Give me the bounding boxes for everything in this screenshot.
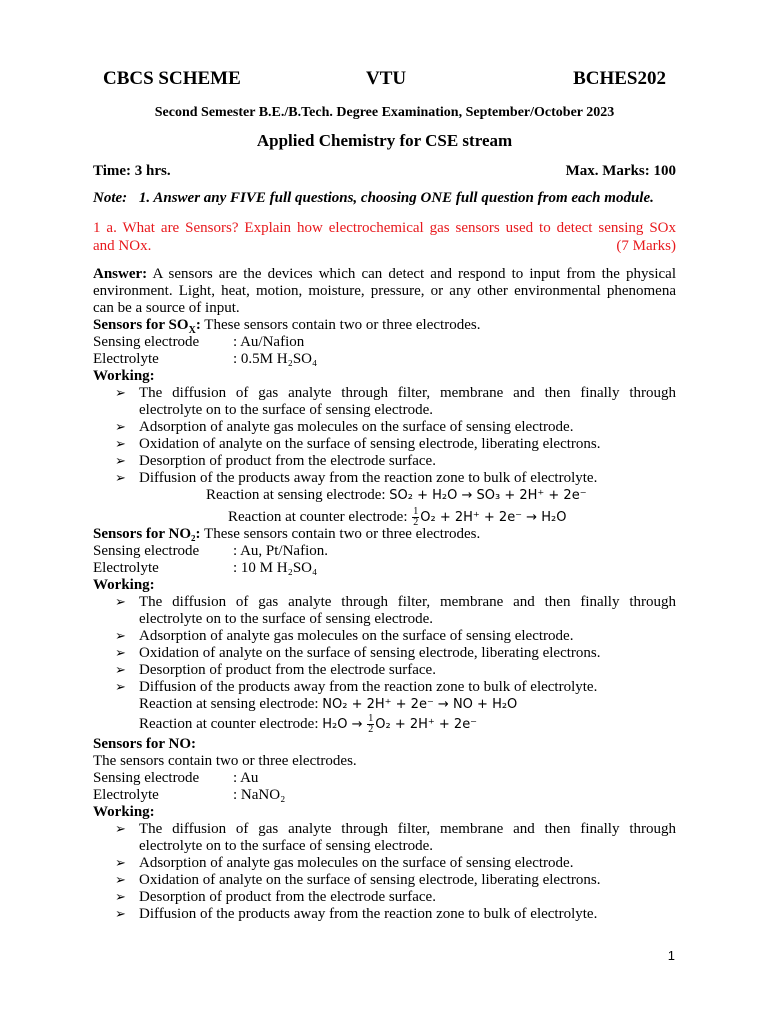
no-intro: The sensors contain two or three electrodes. [93, 753, 357, 769]
bullet-arrow-icon: ➢ [115, 856, 126, 871]
working-label: Working: [93, 368, 155, 384]
question-text: and NOx. [93, 238, 152, 254]
bullet-arrow-icon: ➢ [115, 386, 126, 401]
question-marks: (7 Marks) [616, 238, 676, 254]
no2-reaction-sensing: Reaction at sensing electrode: NO₂ + 2H⁺ + 2e⁻ → NO + H₂O [139, 696, 518, 712]
subject-title: Applied Chemistry for CSE stream [256, 131, 513, 150]
one-half-fraction: $\frac{1}{2}$ [413, 506, 419, 529]
no-sensing-electrode: Sensing electrode : Au [93, 770, 259, 786]
answer-line-3: can be a source of input. [93, 300, 240, 316]
subject-code: BCHES202 [573, 68, 666, 89]
bullet-arrow-icon: ➢ [115, 471, 126, 486]
exam-title: Second Semester B.E./B.Tech. Degree Examination, September/October 2023 [154, 105, 615, 120]
scheme-label: CBCS SCHEME [103, 68, 241, 89]
no2-sensing-electrode: Sensing electrode : Au, Pt/Nafion. [93, 543, 329, 559]
bullet-arrow-icon: ➢ [115, 629, 126, 644]
sox-reaction-counter: Reaction at counter electrode: $\frac{1}{2}$ O₂ + 2H⁺ + 2e⁻ → H₂O [228, 506, 567, 529]
no-heading: Sensors for NO: [93, 736, 197, 752]
page-number: 1 [667, 948, 675, 963]
bullet-arrow-icon: ➢ [115, 437, 126, 452]
time-marks-row [93, 163, 676, 180]
no2-heading: Sensors for NO₂: These sensors contain two or three electrodes. [93, 526, 481, 542]
one-half-fraction: $\frac{1}{2}$ [368, 713, 374, 736]
sox-heading: Sensors for $SO_X$: These sensors contain two or three electrodes. [93, 317, 481, 336]
max-marks-label: Max. Marks: 100 [565, 163, 676, 179]
exam-header [103, 68, 666, 96]
working-label: Working: [93, 577, 155, 593]
bullet-arrow-icon: ➢ [115, 595, 126, 610]
bullet-arrow-icon: ➢ [115, 646, 126, 661]
bullet-arrow-icon: ➢ [115, 680, 126, 695]
bullet-arrow-icon: ➢ [115, 890, 126, 905]
question-line-2 [93, 238, 676, 255]
university-label: VTU [366, 68, 407, 89]
bullet-arrow-icon: ➢ [115, 454, 126, 469]
question-line-1: 1 a. What are Sensors? Explain how electrochemical gas sensors used to detect sensing SOx [93, 220, 676, 236]
answer-label: Answer: [93, 266, 148, 282]
note-label: Note: [93, 190, 128, 206]
note-row [93, 190, 676, 207]
bullet-arrow-icon: ➢ [115, 822, 126, 837]
answer-line-1: Answer: A sensors are the devices which can detect and respond to input from the physical [93, 266, 676, 282]
sox-sensing-electrode: Sensing electrode : Au/Nafion [93, 334, 305, 350]
sox-reaction-sensing: Reaction at sensing electrode: SO₂ + H₂O → SO₃ + 2H⁺ + 2e⁻ [206, 487, 587, 503]
no-electrolyte: Electrolyte : NaNO₂ [93, 787, 286, 803]
bullet-arrow-icon: ➢ [115, 907, 126, 922]
note-text: 1. Answer any FIVE full questions, choosing ONE full question from each module. [138, 190, 654, 206]
sox-electrolyte: Electrolyte : 0.5M H₂SO₄ [93, 351, 318, 367]
answer-line-2: environment. Light, heat, motion, moisture, pressure, or any other environmental phenomena [93, 283, 676, 299]
no2-reaction-counter: Reaction at counter electrode: H₂O → $\frac{1}{2}$ O₂ + 2H⁺ + 2e⁻ [139, 713, 478, 736]
time-label: Time: 3 hrs. [93, 163, 171, 179]
bullet-arrow-icon: ➢ [115, 663, 126, 678]
no2-electrolyte: Electrolyte : 10 M H₂SO₄ [93, 560, 318, 576]
working-label: Working: [93, 804, 155, 820]
bullet-arrow-icon: ➢ [115, 873, 126, 888]
bullet-arrow-icon: ➢ [115, 420, 126, 435]
